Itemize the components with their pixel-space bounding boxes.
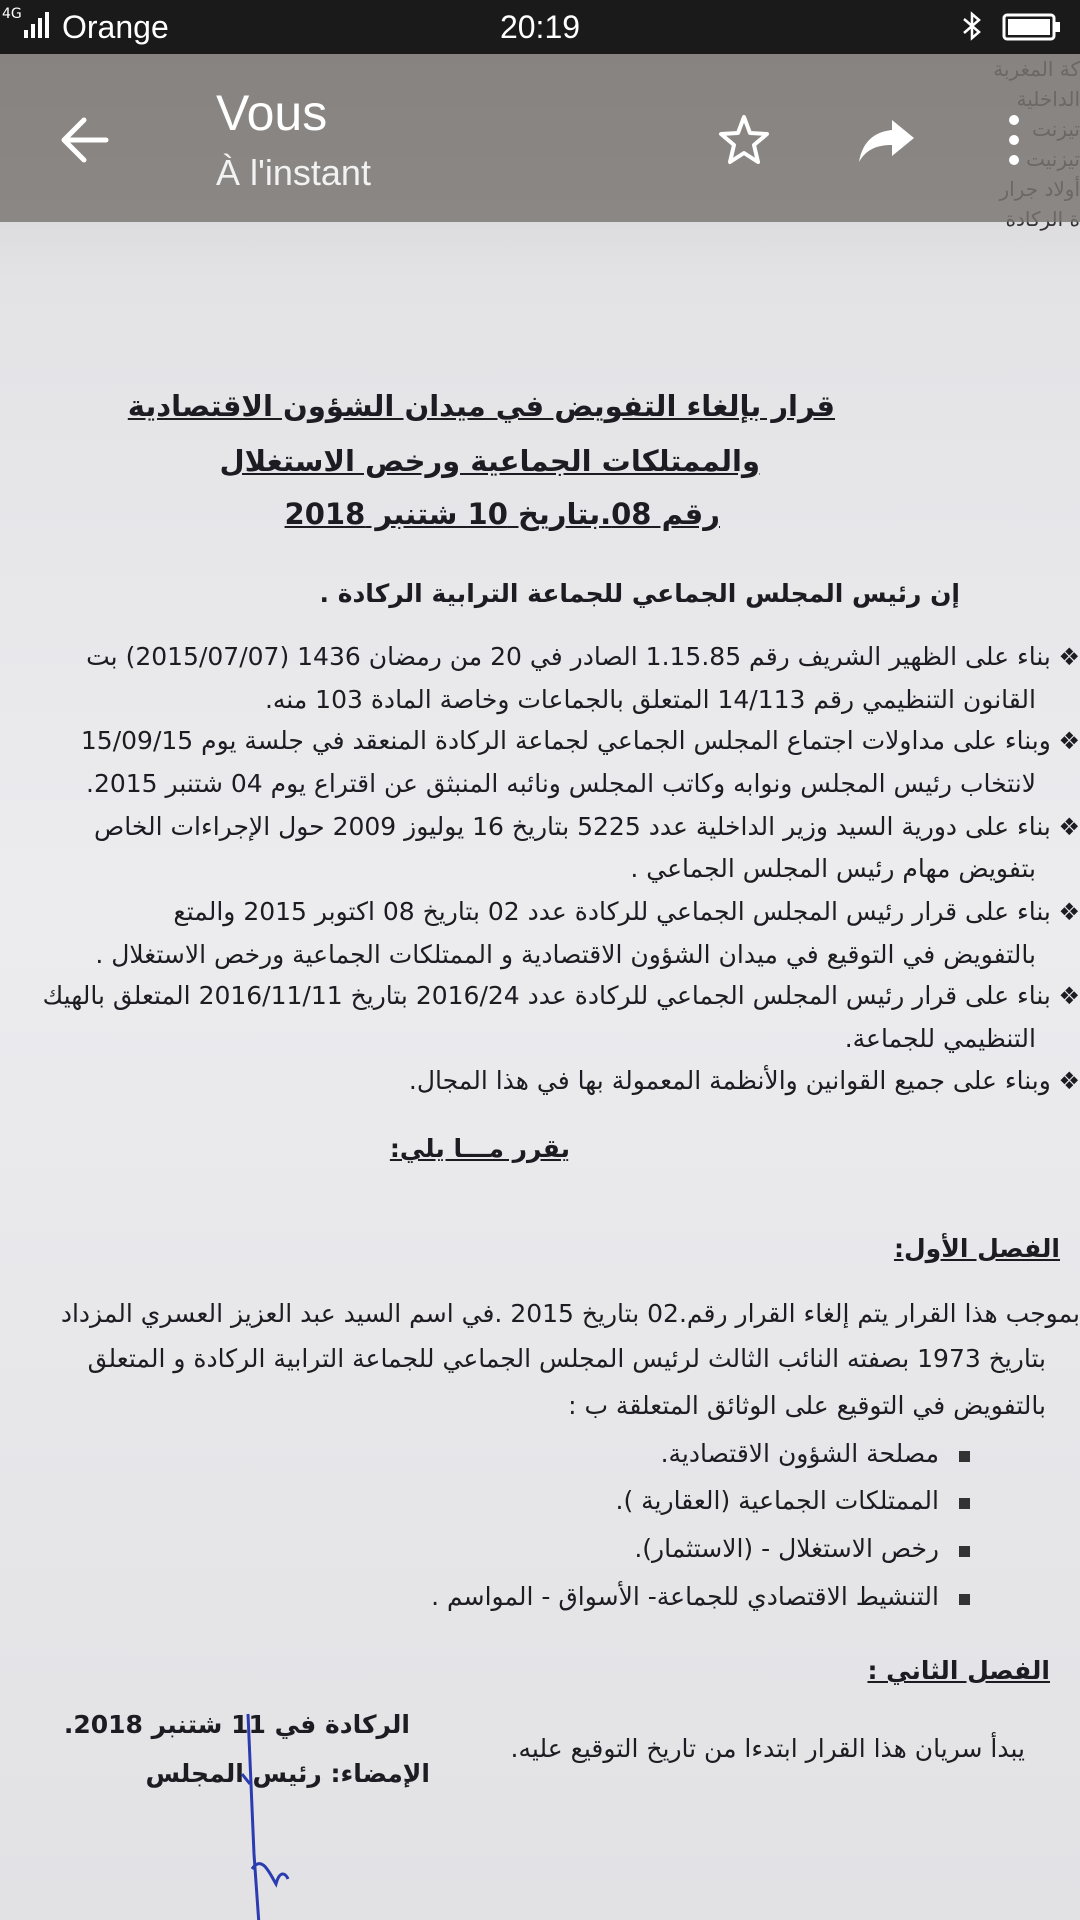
place-date: الركادة في 11 شتنبر 2018. (63, 1710, 410, 1739)
square-bullet-icon (959, 1451, 970, 1462)
article-1-item: رخص الاستغلال - (الاستثمار). (634, 1534, 970, 1563)
consideration-line: التنظيمي للجماعة. (844, 1024, 1036, 1053)
signature-label: الإمضاء: رئيس المجلس (145, 1759, 430, 1788)
battery-icon (1002, 12, 1062, 42)
status-bar (0, 0, 1080, 54)
document-intro: إن رئيس المجلس الجماعي للجماعة الترابية الركادة . (319, 579, 960, 608)
diamond-bullet-icon: ❖ (1050, 727, 1080, 755)
article-1-line: بتاريخ 1973 بصفته النائب الثالث لرئيس المجلس الجماعي للجماعة الترابية الركادة و المتعلق (87, 1344, 1046, 1373)
article-1-line: بموجب هذا القرار يتم إلغاء القرار رقم.02 بتاريخ 2015 .في اسم السيد عبد العزيز العسري المزداد (60, 1299, 1080, 1328)
consideration-line: ❖ وبناء على جميع القوانين والأنظمة المعمولة بها في هذا المجال. (408, 1066, 1080, 1095)
diamond-bullet-icon: ❖ (1050, 982, 1080, 1010)
document-title-line-3: رقم 08.بتاريخ 10 شتنبر 2018 (284, 497, 720, 531)
diamond-bullet-icon: ❖ (1050, 1067, 1080, 1095)
consideration-line: ❖ بناء على قرار رئيس المجلس الجماعي للركادة عدد 02 بتاريخ 08 اكتوبر 2015 والمتع (173, 897, 1080, 926)
document-title-line-1: قرار بإلغاء التفويض في ميدان الشؤون الاقتصادية (127, 389, 835, 423)
star-icon[interactable] (716, 112, 772, 168)
document (0, 54, 1080, 1920)
consideration-line: لانتخاب رئيس المجلس ونوابه وكاتب المجلس ونائبه المنبثق عن اقتراع يوم 04 شتنبر 2015. (86, 769, 1036, 798)
decides-heading: يقرر مـــا يلي: (389, 1134, 570, 1163)
network-type: 4G (2, 6, 22, 22)
clock: 20:19 (499, 9, 581, 45)
consideration-line: ❖ بناء على قرار رئيس المجلس الجماعي للركادة عدد 2016/24 بتاريخ 2016/11/11 المتعلق بالهيك (42, 981, 1080, 1010)
timestamp: À l'instant (216, 152, 371, 193)
document-title-line-2: والممتلكات الجماعية ورخص الاستغلال (219, 444, 760, 478)
consideration-line: ❖ بناء على الظهير الشريف رقم 1.15.85 الصادر في 20 من رمضان 1436 (2015/07/07) بت (86, 642, 1080, 671)
consideration-line: القانون التنظيمي رقم 14/113 المتعلق بالجماعات وخاصة المادة 103 منه. (264, 685, 1036, 714)
diamond-bullet-icon: ❖ (1050, 643, 1080, 671)
square-bullet-icon (959, 1546, 970, 1557)
square-bullet-icon (959, 1498, 970, 1509)
article-1-title: الفصل الأول: (893, 1234, 1060, 1263)
handwritten-signature (230, 1704, 290, 1920)
document-photo (0, 54, 1080, 1920)
more-options-icon[interactable] (1000, 112, 1028, 168)
consideration-line: ❖ بناء على دورية السيد وزير الداخلية عدد 5225 بتاريخ 16 يوليوز 2009 حول الإجراءات الخاص (94, 812, 1080, 841)
diamond-bullet-icon: ❖ (1050, 898, 1080, 926)
consideration-line: بتفويض مهام رئيس المجلس الجماعي . (630, 854, 1036, 883)
article-1-item: الممتلكات الجماعية (العقارية ). (616, 1486, 971, 1515)
article-1-line: بالتفويض في التوقيع على الوثائق المتعلقة ب : (568, 1391, 1046, 1420)
share-forward-icon[interactable] (856, 112, 916, 168)
back-arrow-icon[interactable] (58, 114, 110, 166)
article-2-title: الفصل الثاني : (867, 1656, 1050, 1685)
app-bar (0, 54, 1080, 222)
article-1-item: مصلحة الشؤون الاقتصادية. (661, 1439, 970, 1468)
diamond-bullet-icon: ❖ (1050, 813, 1080, 841)
bluetooth-icon (960, 10, 984, 42)
article-1-item: التنشيط الاقتصادي للجماعة- الأسواق - المواسم . (431, 1582, 970, 1611)
carrier-name: Orange (62, 9, 169, 45)
sender-name: Vous (216, 85, 328, 141)
consideration-line: ❖ وبناء على مداولات اجتماع المجلس الجماعي لجماعة الركادة المنعقد في جلسة يوم 15/09/15 (80, 726, 1080, 755)
consideration-line: بالتفويض في التوقيع في ميدان الشؤون الاقتصادية و الممتلكات الجماعية ورخص الاستغلال . (95, 940, 1036, 969)
square-bullet-icon (959, 1594, 970, 1605)
article-2-text: يبدأ سريان هذا القرار ابتدءا من تاريخ التوقيع عليه. (510, 1734, 1025, 1763)
